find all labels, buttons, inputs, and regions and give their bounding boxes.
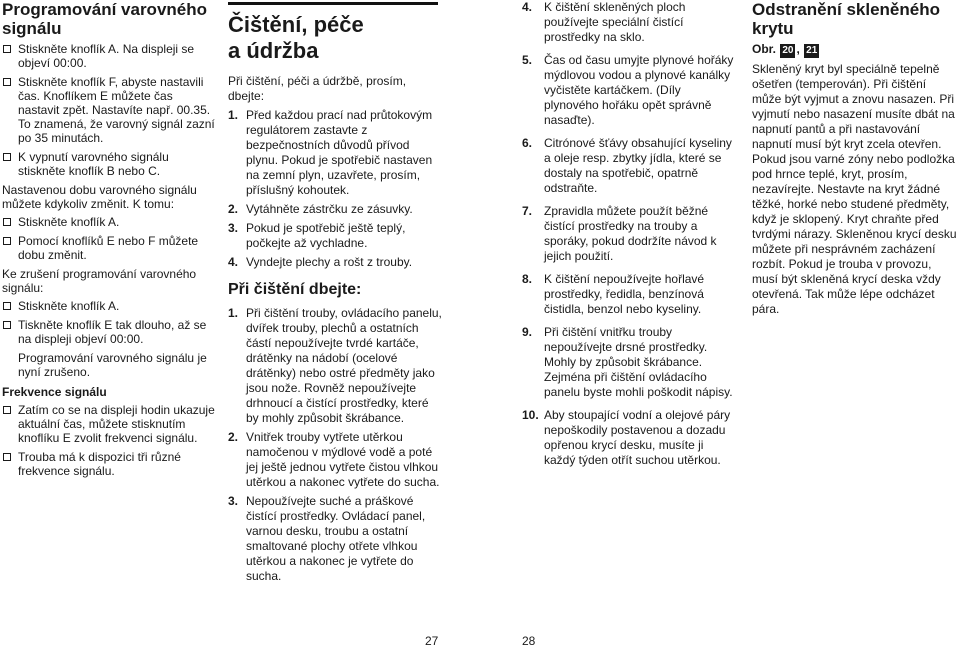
- column-cleaning: [228, 12, 443, 588]
- figure-reference: Obr. 20 , 21: [752, 42, 818, 56]
- list-item-text: Vyndejte plechy a rošt z trouby.: [246, 255, 413, 269]
- list-item-number: 2.: [228, 430, 239, 444]
- list-item: [228, 306, 443, 426]
- list-item: [228, 108, 443, 198]
- list-item-number: 1.: [228, 306, 239, 320]
- list-item: [522, 408, 737, 468]
- list-item-number: 1.: [228, 108, 239, 122]
- checkbox-bullet-icon: [3, 45, 11, 53]
- bullet-item: Stiskněte knoflík A.: [2, 299, 216, 313]
- page-number-left: 27: [425, 634, 439, 648]
- paragraph: Nastavenou dobu varovného signálu můžete kdykoliv změnit. K tomu:: [2, 183, 197, 211]
- list-item: [522, 204, 737, 264]
- list-item-text: Vytáhněte zástrčku ze zásuvky.: [246, 202, 413, 216]
- list-item: [522, 272, 737, 317]
- numbered-list-cleaning-continued: [522, 0, 737, 468]
- bullet-item: Stiskněte knoflík A.: [2, 215, 216, 229]
- section-title-cleaning: Čištění, péče a údržba: [228, 12, 364, 63]
- list-item: [228, 430, 443, 490]
- section-heading-during-cleaning: Při čištění dbejte:: [228, 281, 362, 298]
- paragraph: Skleněný kryt byl speciálně tepelně ošetřen (temperován). Při čištění může být vyjmut a znovu nasazen. Při vyjmutí nebo nasazení musíte dbát na napnutí pantů a při nastavování napnutí musí být kryt zcela otevřen. Pokud jsou varné zóny nebo podložka pod hrnce teplé, kryt, prosím, nezavírejte. Nestavte na kryt žádné těžké, horké nebo studené předměty, když je sklopený. Kryt chraňte před tvrdými nárazy. Skleněnou krycí desku můžete při nesprávném zacházení rozbít. Pokud je trouba v provozu, musí být skleněná krycí deska vždy otevřená. Tak může lépe odcházet pára.: [752, 62, 957, 316]
- column-alarm-programming: [2, 0, 216, 483]
- intro-text: Při čištění, péči a údržbě, prosím, dbejte:: [228, 74, 407, 103]
- list-item-text: Čas od času umyjte plynové hořáky mýdlovou vodou a plynové kanálky vyčistěte kartáčkem. (Díly plynového hořáku opět správně nasaďte).: [544, 53, 734, 127]
- column-glass-cover: [752, 0, 958, 317]
- list-item-number: 4.: [522, 0, 533, 14]
- bullet-item: Tiskněte knoflík E tak dlouho, až se na displeji objeví 00:00.: [2, 318, 216, 346]
- numbered-list-cleaning: [228, 306, 443, 584]
- list-item-number: 3.: [228, 221, 239, 235]
- bullet-item: Zatím co se na displeji hodin ukazuje aktuální čas, můžete stisknutím knoflíku E zvolit frekvenci signálu.: [2, 403, 216, 445]
- page-number-right: 28: [522, 634, 536, 648]
- section-title-alarm: Programování varovného signálu: [2, 0, 208, 38]
- list-item-number: 4.: [228, 255, 239, 269]
- list-item: [522, 136, 737, 196]
- checkbox-bullet-icon: [3, 302, 11, 310]
- list-item-number: 3.: [228, 494, 239, 508]
- section-divider-bar: [228, 2, 438, 5]
- bullet-item: Trouba má k dispozici tři různé frekvence signálu.: [2, 450, 216, 478]
- list-item: [522, 0, 737, 45]
- list-item-text: Nepoužívejte suché a práškové čistící prostředky. Ovládací panel, varnou desku, troubu a ostatní smaltované plochy otřete vlhkou utěrkou a nakonec je vytřete do sucha.: [246, 494, 426, 583]
- list-item-text: Pokud je spotřebič ještě teplý, počkejte až vychladne.: [246, 221, 406, 250]
- list-item-text: Před každou prací nad průtokovým regulátorem zastavte z bezpečnostních důvodů přívod plynu. Pokud je spotřebič nastaven na zemní plyn, uzavřete, prosím, příslušný kohoutek.: [246, 108, 433, 197]
- paragraph: Ke zrušení programování varovného signálu:: [2, 267, 197, 295]
- list-item-number: 10.: [522, 408, 539, 422]
- bullet-item: Stiskněte knoflík A. Na displeji se objeví 00:00.: [2, 42, 216, 70]
- checkbox-bullet-icon: [3, 237, 11, 245]
- paragraph: Programování varovného signálu je nyní zrušeno.: [18, 351, 207, 379]
- list-item: [228, 202, 443, 217]
- checkbox-bullet-icon: [3, 78, 11, 86]
- numbered-list-precautions: [228, 108, 443, 270]
- list-item: [228, 255, 443, 270]
- list-item: [522, 53, 737, 128]
- figure-badge: 21: [806, 45, 818, 56]
- list-item: [228, 494, 443, 584]
- figure-badge: 20: [782, 45, 794, 56]
- checkbox-bullet-icon: [3, 218, 11, 226]
- list-item-text: Zpravidla můžete použít běžné čistící prostředky na trouby a sporáky, pokud dodržíte návod k jejich použití.: [544, 204, 717, 263]
- subheading-frequency: Frekvence signálu: [2, 385, 107, 399]
- list-item: [228, 221, 443, 251]
- checkbox-bullet-icon: [3, 453, 11, 461]
- checkbox-bullet-icon: [3, 406, 11, 414]
- section-title-glass-cover: Odstranění skleněného krytu: [752, 0, 940, 38]
- bullet-item: Stiskněte knoflík F, abyste nastavili čas. Knoflíkem E můžete čas nastavit zpět. Nastavíte např. 00.35. To znamená, že varovný signál zazní po 35 minutách.: [2, 75, 216, 145]
- list-item-number: 7.: [522, 204, 533, 218]
- checkbox-bullet-icon: [3, 153, 11, 161]
- list-item-text: Při čištění vnitřku trouby nepoužívejte drsné prostředky. Mohly by způsobit škrábance. Zejména při čištění ovládacího panelu byste mohli poškodit nápisy.: [544, 325, 733, 399]
- list-item-number: 5.: [522, 53, 533, 67]
- list-item-number: 8.: [522, 272, 533, 286]
- list-item-text: K čištění nepoužívejte hořlavé prostředky, ředidla, benzínová čistidla, benzol nebo kyseliny.: [544, 272, 705, 316]
- checkbox-bullet-icon: [3, 321, 11, 329]
- list-item-number: 9.: [522, 325, 533, 339]
- list-item-number: 6.: [522, 136, 533, 150]
- list-item: [522, 325, 737, 400]
- column-cleaning-continued: [522, 0, 737, 476]
- list-item-text: Vnitřek trouby vytřete utěrkou namočenou v mýdlové vodě a poté jej ještě jednou vytřete čistou vlhkou utěrkou a nakonec vytřete do sucha.: [246, 430, 440, 489]
- list-item-text: K čištění skleněných ploch používejte speciální čistící prostředky na sklo.: [544, 0, 686, 44]
- list-item-text: Aby stoupající vodní a olejové páry nepoškodily postavenou a dozadu opřenou krycí desku, musíte ji každý týden otřít suchou utěrkou.: [544, 408, 731, 467]
- list-item-number: 2.: [228, 202, 239, 216]
- list-item-text: Citrónové šťávy obsahující kyseliny a oleje resp. zbytky jídla, které se dostaly na spotřebič, opatrně odstraňte.: [544, 136, 732, 195]
- list-item-text: Při čištění trouby, ovládacího panelu, dvířek trouby, plechů a ostatních částí nepoužívejte tvrdé kartáče, drátěnky na nádobí (ocelové drátěnky) nebo ostré předměty jako jsou nože. Rovněž nepoužívejte drhnoucí a čistící prostředky, které by mohly způsobit škrábance.: [246, 306, 442, 425]
- bullet-item: K vypnutí varovného signálu stiskněte knoflík B nebo C.: [2, 150, 216, 178]
- bullet-item: Pomocí knoflíků E nebo F můžete dobu změnit.: [2, 234, 216, 262]
